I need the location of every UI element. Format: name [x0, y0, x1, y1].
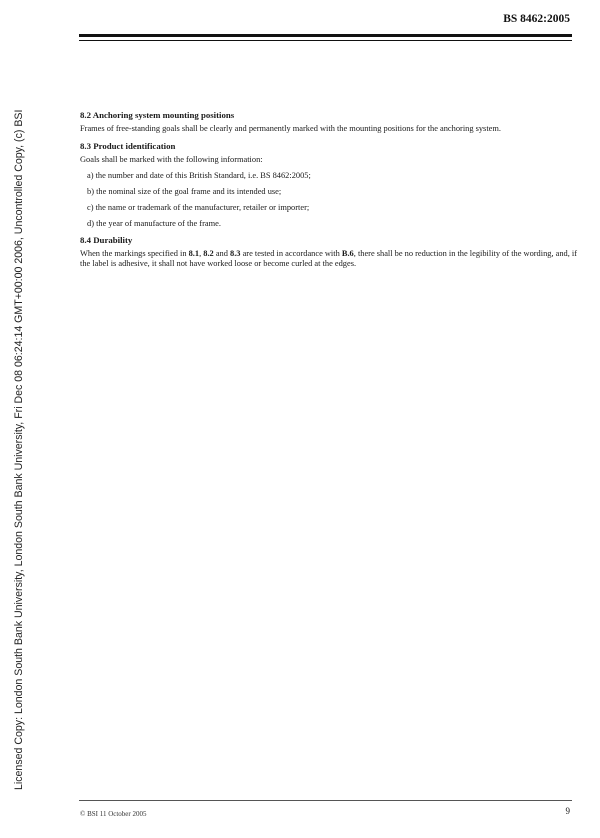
body-text: , there shall be no reduction in the legibility of the wording, and, if the label is adhesive, it shall not have worked loose or become curled at the edges.: [80, 249, 578, 268]
list-item: c) the name or trademark of the manufacturer, retailer or importer;: [87, 203, 310, 212]
footer-rule: [79, 800, 572, 801]
list-item: b) the nominal size of the goal frame and its intended use;: [87, 187, 282, 196]
section-8-4-body: [80, 249, 580, 269]
section-8-3-heading: 8.3 Product identification: [80, 141, 176, 151]
clause-ref-8-2: 8.2: [203, 249, 214, 258]
section-8-2-heading: 8.2 Anchoring system mounting positions: [80, 110, 235, 120]
list-item: a) the number and date of this British Standard, i.e. BS 8462:2005;: [87, 171, 311, 180]
section-8-3-intro: Goals shall be marked with the following information:: [80, 155, 263, 164]
clause-ref-8-3: 8.3: [230, 249, 241, 258]
header-rule-thin: [79, 40, 572, 41]
clause-ref-8-1: 8.1: [188, 249, 200, 258]
side-notice-container: [2, 20, 25, 820]
separator: and: [213, 249, 231, 258]
footer-copyright: © BSI 11 October 2005: [80, 810, 147, 818]
clause-ref-b-6: B.6: [341, 249, 354, 258]
section-8-4-heading: 8.4 Durability: [80, 235, 133, 245]
separator: ,: [199, 249, 204, 258]
body-text: When the markings specified in: [80, 249, 189, 258]
body-text: are tested in accordance with: [240, 249, 342, 258]
header-rule-thick: [79, 34, 572, 37]
document-code: BS 8462:2005: [503, 13, 570, 25]
list-item: d) the year of manufacture of the frame.: [87, 219, 221, 228]
license-side-notice: Licensed Copy: London South Bank University, London South Bank University, Fri Dec 08 06:24:14 GMT+00:00 2006, Uncontrolled Copy, (c) BSI: [13, 109, 25, 790]
page-number: 9: [565, 806, 570, 816]
section-8-2-body: Frames of free-standing goals shall be clearly and permanently marked with the mounting positions for the anchoring system.: [80, 124, 501, 133]
main-content: [80, 110, 580, 276]
